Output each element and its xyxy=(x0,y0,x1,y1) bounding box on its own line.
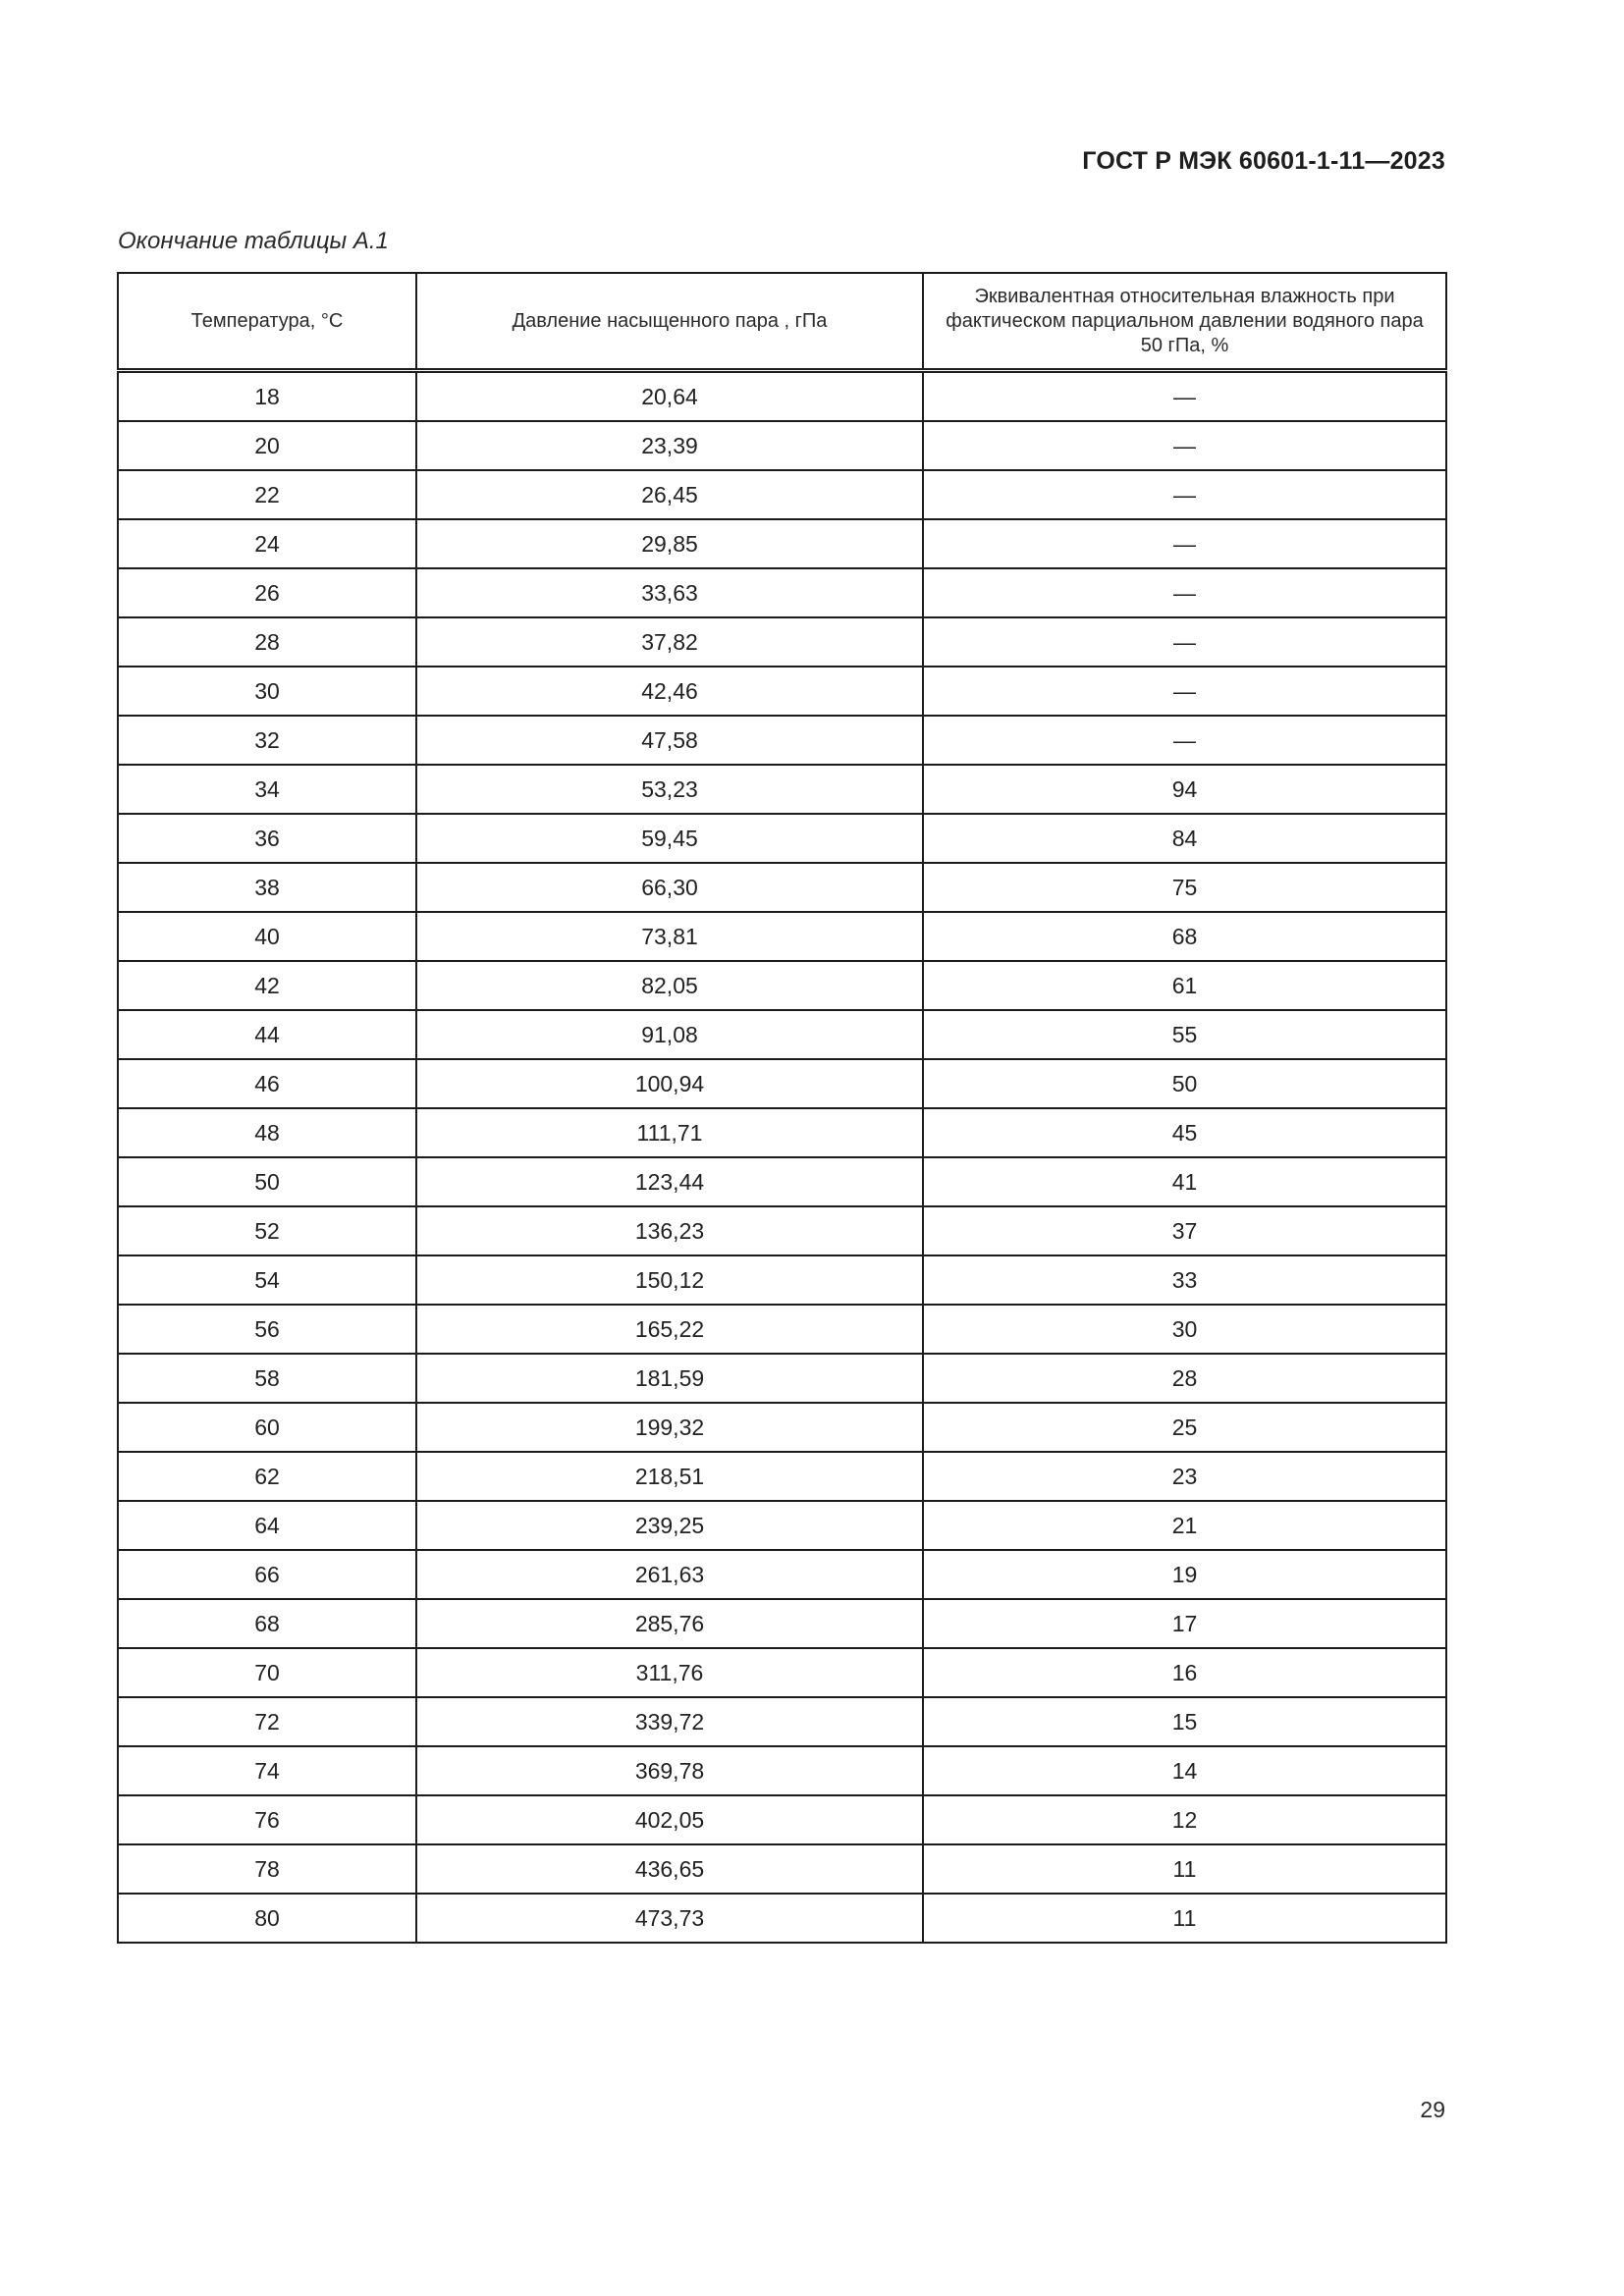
cell-relative-humidity: 50 xyxy=(923,1059,1446,1108)
table-row xyxy=(118,1894,1446,1943)
cell-temperature: 30 xyxy=(118,667,416,716)
cell-relative-humidity: 15 xyxy=(923,1697,1446,1746)
cell-relative-humidity: 45 xyxy=(923,1108,1446,1157)
cell-temperature: 78 xyxy=(118,1844,416,1894)
cell-relative-humidity: 75 xyxy=(923,863,1446,912)
cell-vapor-pressure: 42,46 xyxy=(416,667,923,716)
table-row xyxy=(118,1305,1446,1354)
cell-relative-humidity: — xyxy=(923,617,1446,667)
table-row xyxy=(118,912,1446,961)
table-row xyxy=(118,961,1446,1010)
cell-relative-humidity: 21 xyxy=(923,1501,1446,1550)
cell-temperature: 50 xyxy=(118,1157,416,1206)
cell-vapor-pressure: 181,59 xyxy=(416,1354,923,1403)
table-row xyxy=(118,371,1446,422)
cell-vapor-pressure: 37,82 xyxy=(416,617,923,667)
cell-vapor-pressure: 66,30 xyxy=(416,863,923,912)
cell-vapor-pressure: 53,23 xyxy=(416,765,923,814)
cell-vapor-pressure: 239,25 xyxy=(416,1501,923,1550)
cell-relative-humidity: 61 xyxy=(923,961,1446,1010)
cell-vapor-pressure: 285,76 xyxy=(416,1599,923,1648)
cell-relative-humidity: 11 xyxy=(923,1844,1446,1894)
page-number: 29 xyxy=(1420,2097,1445,2122)
cell-temperature: 48 xyxy=(118,1108,416,1157)
table-row xyxy=(118,1599,1446,1648)
cell-vapor-pressure: 473,73 xyxy=(416,1894,923,1943)
table-row xyxy=(118,1108,1446,1157)
cell-relative-humidity: 37 xyxy=(923,1206,1446,1255)
table-row xyxy=(118,470,1446,519)
cell-vapor-pressure: 29,85 xyxy=(416,519,923,568)
cell-temperature: 52 xyxy=(118,1206,416,1255)
cell-temperature: 54 xyxy=(118,1255,416,1305)
cell-vapor-pressure: 33,63 xyxy=(416,568,923,617)
table-row xyxy=(118,1550,1446,1599)
cell-relative-humidity: 41 xyxy=(923,1157,1446,1206)
table-row xyxy=(118,765,1446,814)
cell-vapor-pressure: 23,39 xyxy=(416,421,923,470)
cell-relative-humidity: — xyxy=(923,667,1446,716)
table-row xyxy=(118,421,1446,470)
table-row xyxy=(118,1452,1446,1501)
cell-relative-humidity: — xyxy=(923,568,1446,617)
table-row xyxy=(118,568,1446,617)
cell-relative-humidity: 84 xyxy=(923,814,1446,863)
cell-relative-humidity: — xyxy=(923,519,1446,568)
cell-temperature: 40 xyxy=(118,912,416,961)
table-row xyxy=(118,519,1446,568)
table-row xyxy=(118,1059,1446,1108)
cell-vapor-pressure: 436,65 xyxy=(416,1844,923,1894)
table-row xyxy=(118,667,1446,716)
cell-relative-humidity: 14 xyxy=(923,1746,1446,1795)
cell-temperature: 28 xyxy=(118,617,416,667)
table-row xyxy=(118,1746,1446,1795)
table-row xyxy=(118,1255,1446,1305)
cell-relative-humidity: — xyxy=(923,716,1446,765)
cell-vapor-pressure: 150,12 xyxy=(416,1255,923,1305)
table-row xyxy=(118,863,1446,912)
cell-temperature: 68 xyxy=(118,1599,416,1648)
cell-vapor-pressure: 91,08 xyxy=(416,1010,923,1059)
table-row xyxy=(118,1648,1446,1697)
table-caption: Окончание таблицы А.1 xyxy=(118,228,389,254)
cell-temperature: 66 xyxy=(118,1550,416,1599)
table-row xyxy=(118,1795,1446,1844)
cell-temperature: 18 xyxy=(118,371,416,422)
table-row xyxy=(118,1403,1446,1452)
cell-relative-humidity: 12 xyxy=(923,1795,1446,1844)
cell-temperature: 74 xyxy=(118,1746,416,1795)
cell-relative-humidity: 25 xyxy=(923,1403,1446,1452)
column-header-relative-humidity: Эквивалентная относительная влажность при фактическом парциальном давлении водяного пара 50 гПа, % xyxy=(923,273,1446,371)
cell-vapor-pressure: 47,58 xyxy=(416,716,923,765)
cell-temperature: 24 xyxy=(118,519,416,568)
cell-vapor-pressure: 26,45 xyxy=(416,470,923,519)
table-row xyxy=(118,1010,1446,1059)
cell-vapor-pressure: 20,64 xyxy=(416,371,923,422)
cell-relative-humidity: 23 xyxy=(923,1452,1446,1501)
cell-relative-humidity: — xyxy=(923,421,1446,470)
cell-temperature: 56 xyxy=(118,1305,416,1354)
table-row xyxy=(118,617,1446,667)
table-header-row xyxy=(118,273,1446,371)
cell-relative-humidity: — xyxy=(923,470,1446,519)
standard-code-header: ГОСТ Р МЭК 60601-1-11—2023 xyxy=(1082,147,1445,175)
cell-vapor-pressure: 339,72 xyxy=(416,1697,923,1746)
cell-relative-humidity: 17 xyxy=(923,1599,1446,1648)
cell-temperature: 70 xyxy=(118,1648,416,1697)
cell-relative-humidity: 94 xyxy=(923,765,1446,814)
cell-temperature: 44 xyxy=(118,1010,416,1059)
cell-relative-humidity: 33 xyxy=(923,1255,1446,1305)
column-header-temperature: Температура, °С xyxy=(118,273,416,371)
column-header-vapor-pressure: Давление насыщенного пара , гПа xyxy=(416,273,923,371)
cell-temperature: 64 xyxy=(118,1501,416,1550)
cell-vapor-pressure: 111,71 xyxy=(416,1108,923,1157)
cell-vapor-pressure: 136,23 xyxy=(416,1206,923,1255)
cell-temperature: 80 xyxy=(118,1894,416,1943)
cell-temperature: 72 xyxy=(118,1697,416,1746)
cell-temperature: 22 xyxy=(118,470,416,519)
cell-relative-humidity: 11 xyxy=(923,1894,1446,1943)
cell-relative-humidity: 68 xyxy=(923,912,1446,961)
table-row xyxy=(118,1206,1446,1255)
table-row xyxy=(118,716,1446,765)
cell-vapor-pressure: 199,32 xyxy=(416,1403,923,1452)
table-row xyxy=(118,814,1446,863)
cell-relative-humidity: 55 xyxy=(923,1010,1446,1059)
table-row xyxy=(118,1697,1446,1746)
cell-relative-humidity: 28 xyxy=(923,1354,1446,1403)
cell-vapor-pressure: 261,63 xyxy=(416,1550,923,1599)
cell-temperature: 20 xyxy=(118,421,416,470)
cell-vapor-pressure: 165,22 xyxy=(416,1305,923,1354)
cell-temperature: 38 xyxy=(118,863,416,912)
cell-vapor-pressure: 100,94 xyxy=(416,1059,923,1108)
cell-relative-humidity: 16 xyxy=(923,1648,1446,1697)
cell-temperature: 62 xyxy=(118,1452,416,1501)
cell-relative-humidity: 30 xyxy=(923,1305,1446,1354)
table-row xyxy=(118,1157,1446,1206)
cell-temperature: 34 xyxy=(118,765,416,814)
cell-vapor-pressure: 311,76 xyxy=(416,1648,923,1697)
cell-temperature: 60 xyxy=(118,1403,416,1452)
table-body xyxy=(118,371,1446,1944)
cell-temperature: 58 xyxy=(118,1354,416,1403)
cell-vapor-pressure: 59,45 xyxy=(416,814,923,863)
cell-vapor-pressure: 369,78 xyxy=(416,1746,923,1795)
cell-temperature: 76 xyxy=(118,1795,416,1844)
cell-temperature: 46 xyxy=(118,1059,416,1108)
table-row xyxy=(118,1844,1446,1894)
cell-temperature: 42 xyxy=(118,961,416,1010)
saturated-vapor-pressure-table xyxy=(117,272,1447,1944)
cell-temperature: 32 xyxy=(118,716,416,765)
cell-vapor-pressure: 82,05 xyxy=(416,961,923,1010)
cell-vapor-pressure: 218,51 xyxy=(416,1452,923,1501)
cell-temperature: 26 xyxy=(118,568,416,617)
cell-relative-humidity: 19 xyxy=(923,1550,1446,1599)
table-row xyxy=(118,1354,1446,1403)
cell-vapor-pressure: 123,44 xyxy=(416,1157,923,1206)
cell-temperature: 36 xyxy=(118,814,416,863)
cell-vapor-pressure: 402,05 xyxy=(416,1795,923,1844)
cell-vapor-pressure: 73,81 xyxy=(416,912,923,961)
table-row xyxy=(118,1501,1446,1550)
cell-relative-humidity: — xyxy=(923,371,1446,422)
